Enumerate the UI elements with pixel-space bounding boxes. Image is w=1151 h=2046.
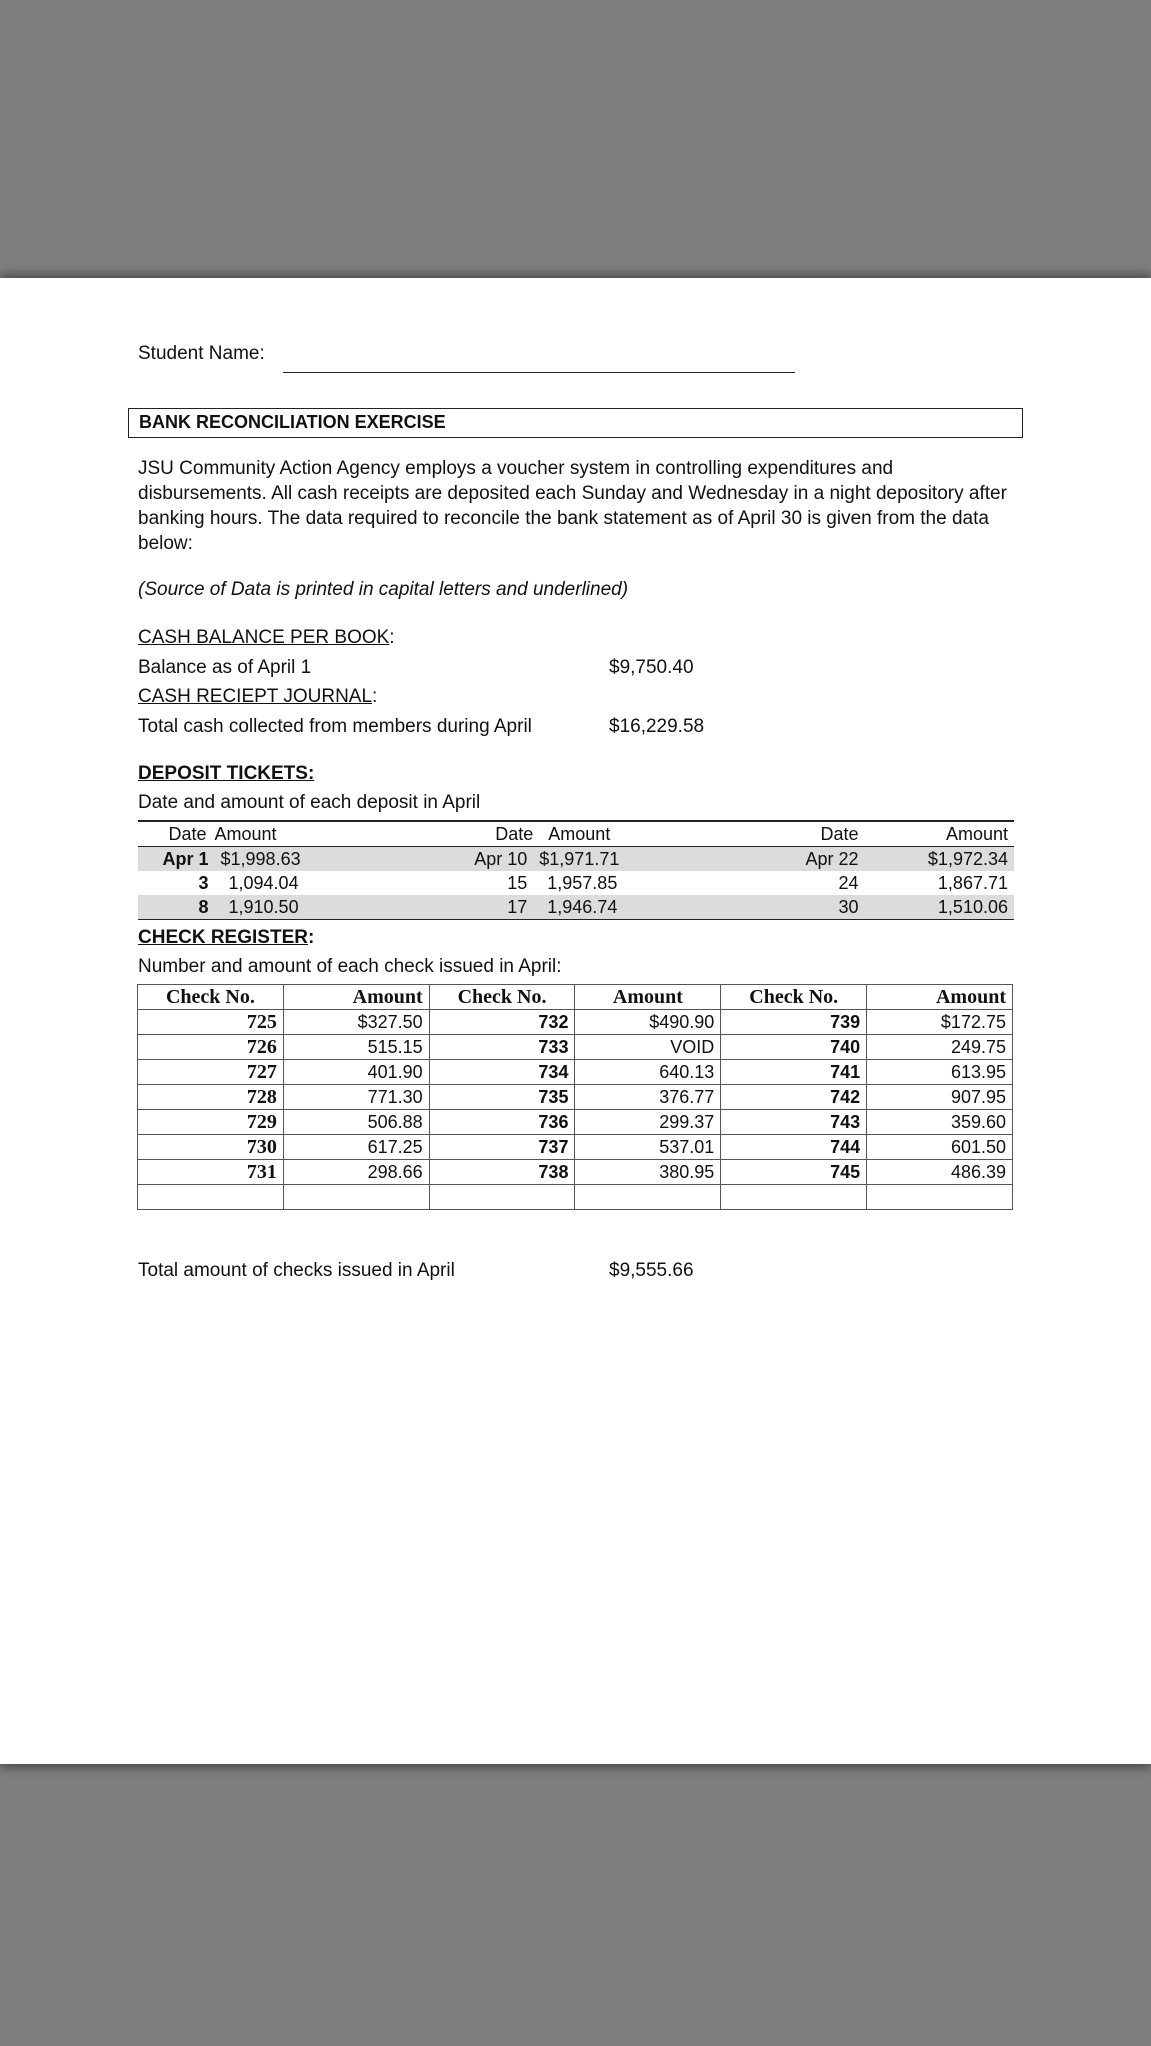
check-row bbox=[138, 1010, 1013, 1035]
check-number: 736 bbox=[429, 1110, 575, 1135]
deposit-amount: $1,998.63 bbox=[215, 847, 341, 872]
check-number: 726 bbox=[138, 1035, 284, 1060]
deposit-date: 3 bbox=[198, 872, 209, 893]
check-amount: 515.15 bbox=[283, 1035, 429, 1060]
deposit-date: 17 bbox=[341, 895, 534, 920]
check-row bbox=[138, 1060, 1013, 1085]
source-note: (Source of Data is printed in capital letters and underlined) bbox=[138, 579, 629, 600]
check-number: 731 bbox=[138, 1160, 284, 1185]
deposit-tickets-heading: DEPOSIT TICKETS: bbox=[138, 763, 315, 784]
check-amount: $172.75 bbox=[867, 1010, 1013, 1035]
cash-receipt-heading: CASH RECIEPT JOURNAL: bbox=[138, 686, 378, 707]
check-number: 732 bbox=[429, 1010, 575, 1035]
deposit-table bbox=[138, 820, 1014, 920]
intro-paragraph: JSU Community Action Agency employs a voucher system in controlling expenditures and disbursements. All cash receipts are deposited each Sunday and Wednesday in a night depository after banking hours. The data required to reconcile the bank statement as of April 30 is given from the data below: bbox=[138, 458, 1007, 554]
check-amount: 380.95 bbox=[575, 1160, 721, 1185]
deposit-date: 8 bbox=[138, 895, 215, 920]
deposit-date: 15 bbox=[507, 872, 528, 893]
check-number: 744 bbox=[721, 1135, 867, 1160]
check-number: 739 bbox=[721, 1010, 867, 1035]
deposit-row bbox=[138, 871, 1014, 895]
check-number: 730 bbox=[138, 1135, 284, 1160]
check-amount: 401.90 bbox=[283, 1060, 429, 1085]
check-amount: 907.95 bbox=[867, 1085, 1013, 1110]
check-number: 737 bbox=[429, 1135, 575, 1160]
check-amount: 537.01 bbox=[575, 1135, 721, 1160]
total-checks-value: $9,555.66 bbox=[609, 1260, 694, 1281]
deposit-row bbox=[138, 895, 1014, 920]
check-register-table bbox=[137, 984, 1013, 1210]
document-title: BANK RECONCILIATION EXERCISE bbox=[139, 412, 446, 432]
deposit-date: 24 bbox=[838, 872, 859, 893]
document-page bbox=[0, 278, 1151, 1764]
check-row bbox=[138, 1035, 1013, 1060]
check-amount: 486.39 bbox=[867, 1160, 1013, 1185]
deposit-amount: $1,971.71 bbox=[533, 847, 625, 872]
check-number: 733 bbox=[429, 1035, 575, 1060]
check-col-amount: Amount bbox=[867, 985, 1013, 1010]
check-col-number: Check No. bbox=[721, 985, 867, 1010]
check-amount: $490.90 bbox=[575, 1010, 721, 1035]
check-number: 741 bbox=[721, 1060, 867, 1085]
student-name-line bbox=[283, 372, 795, 373]
deposit-amount: 1,946.74 bbox=[533, 895, 625, 920]
check-number: 735 bbox=[429, 1085, 575, 1110]
check-register-subtitle: Number and amount of each check issued in April: bbox=[138, 956, 562, 977]
check-amount: 601.50 bbox=[867, 1135, 1013, 1160]
check-number: 729 bbox=[138, 1110, 284, 1135]
check-amount: 299.37 bbox=[575, 1110, 721, 1135]
check-register-heading: CHECK REGISTER: bbox=[138, 927, 315, 948]
deposit-col-amount: Amount bbox=[864, 821, 1014, 847]
check-number: 728 bbox=[138, 1085, 284, 1110]
deposit-date: Apr 22 bbox=[743, 847, 864, 872]
check-amount: 506.88 bbox=[283, 1110, 429, 1135]
deposit-header-row bbox=[138, 821, 1014, 847]
check-row bbox=[138, 1085, 1013, 1110]
check-amount: 640.13 bbox=[575, 1060, 721, 1085]
cash-collected-label: Total cash collected from members during April bbox=[138, 716, 532, 737]
deposit-col-amount: Amount bbox=[533, 821, 625, 847]
check-header-row bbox=[138, 985, 1013, 1010]
check-amount: 249.75 bbox=[867, 1035, 1013, 1060]
check-amount: 359.60 bbox=[867, 1110, 1013, 1135]
deposit-date: Apr 10 bbox=[341, 847, 534, 872]
deposit-date: 30 bbox=[743, 895, 864, 920]
check-amount: $327.50 bbox=[283, 1010, 429, 1035]
check-number: 738 bbox=[429, 1160, 575, 1185]
check-amount: 617.25 bbox=[283, 1135, 429, 1160]
check-row bbox=[138, 1135, 1013, 1160]
check-empty-row bbox=[138, 1185, 1013, 1210]
check-number: 740 bbox=[721, 1035, 867, 1060]
balance-value: $9,750.40 bbox=[609, 657, 694, 678]
deposit-col-date: Date bbox=[743, 821, 864, 847]
check-col-number: Check No. bbox=[138, 985, 284, 1010]
check-number: 745 bbox=[721, 1160, 867, 1185]
total-checks-label: Total amount of checks issued in April bbox=[138, 1260, 455, 1281]
check-amount: VOID bbox=[575, 1035, 721, 1060]
deposit-row bbox=[138, 847, 1014, 872]
check-amount: 771.30 bbox=[283, 1085, 429, 1110]
check-col-amount: Amount bbox=[575, 985, 721, 1010]
check-number: 727 bbox=[138, 1060, 284, 1085]
cash-collected-value: $16,229.58 bbox=[609, 716, 705, 737]
check-amount: 613.95 bbox=[867, 1060, 1013, 1085]
check-row bbox=[138, 1160, 1013, 1185]
check-amount: 376.77 bbox=[575, 1085, 721, 1110]
check-number: 734 bbox=[429, 1060, 575, 1085]
deposit-amount: 1,510.06 bbox=[864, 895, 1014, 920]
check-col-number: Check No. bbox=[429, 985, 575, 1010]
deposit-subtitle: Date and amount of each deposit in April bbox=[138, 792, 481, 813]
title-box bbox=[128, 408, 1023, 438]
deposit-amount: 1,867.71 bbox=[937, 872, 1008, 893]
deposit-amount: 1,910.50 bbox=[215, 895, 341, 920]
student-name-label: Student Name: bbox=[138, 343, 265, 364]
deposit-col-amount: Amount bbox=[215, 821, 341, 847]
check-row bbox=[138, 1110, 1013, 1135]
deposit-amount: 1,094.04 bbox=[228, 872, 299, 893]
check-number: 742 bbox=[721, 1085, 867, 1110]
check-col-amount: Amount bbox=[283, 985, 429, 1010]
check-number: 725 bbox=[138, 1010, 284, 1035]
deposit-amount: $1,972.34 bbox=[864, 847, 1014, 872]
balance-label: Balance as of April 1 bbox=[138, 657, 312, 678]
deposit-amount: 1,957.85 bbox=[547, 872, 618, 893]
check-amount: 298.66 bbox=[283, 1160, 429, 1185]
check-number: 743 bbox=[721, 1110, 867, 1135]
cash-balance-heading: CASH BALANCE PER BOOK: bbox=[138, 627, 395, 648]
deposit-date: Apr 1 bbox=[138, 847, 215, 872]
deposit-col-date: Date bbox=[138, 821, 215, 847]
deposit-col-date: Date bbox=[341, 821, 534, 847]
